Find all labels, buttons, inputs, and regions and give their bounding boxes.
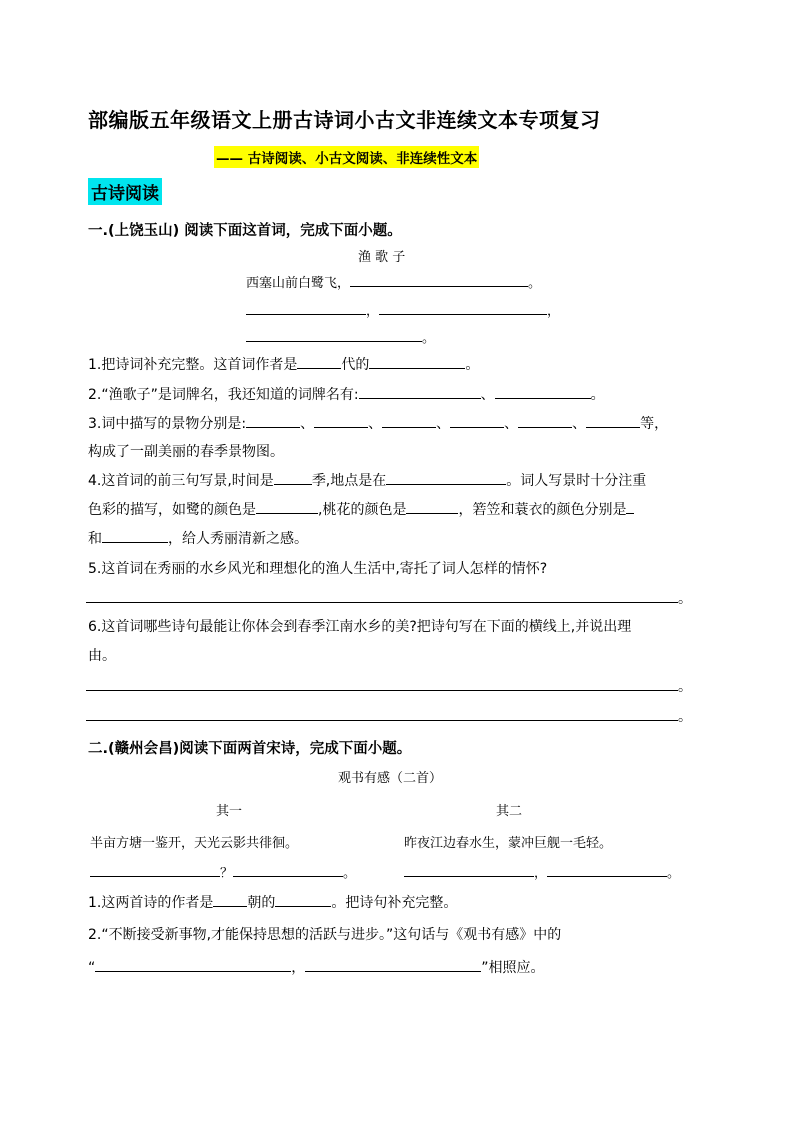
question-1-3 — [88, 413, 668, 433]
blank[interactable] — [495, 384, 591, 399]
blank[interactable] — [102, 528, 168, 543]
q-text: 季,地点是在 — [311, 473, 387, 489]
blank[interactable] — [274, 470, 312, 485]
page-title: 部编版五年级语文上册古诗词小古文非连续文本专项复习 — [88, 108, 601, 132]
punct: 、 — [436, 416, 451, 432]
blank[interactable] — [246, 300, 366, 315]
question-2-2-cont — [88, 957, 545, 977]
poem-first-line: 半亩方塘一鉴开，天光云影共徘徊。 — [90, 836, 299, 851]
q-text: 。词人写景时十分注重 — [506, 473, 647, 489]
poem-second-blank — [404, 862, 680, 881]
q-text: 代的 — [341, 357, 370, 373]
blank[interactable] — [547, 862, 667, 877]
punct: ， — [534, 866, 548, 881]
blank[interactable] — [369, 354, 465, 369]
blank[interactable] — [213, 892, 247, 907]
punct: 。 — [590, 387, 605, 403]
part2-poem-title: 观书有感（二首） — [338, 771, 443, 786]
question-1-4 — [88, 470, 646, 490]
q-text: ，给人秀丽清新之感。 — [168, 531, 308, 547]
punct: 、 — [480, 387, 495, 403]
blank[interactable] — [95, 957, 291, 972]
blank[interactable] — [404, 862, 534, 877]
q-text: 。把诗句补充完整。 — [331, 895, 458, 911]
blank[interactable] — [256, 499, 318, 514]
page-subtitle: —— 古诗阅读、小古文阅读、非连续性文本 — [214, 146, 479, 168]
question-2-1 — [88, 892, 457, 912]
poem-line-1-text: 西塞山前白鹭飞， — [246, 276, 351, 291]
section-label: 古诗阅读 — [88, 178, 162, 205]
poem-line-2 — [246, 300, 560, 319]
blank[interactable] — [297, 354, 341, 369]
q-text: 朝的 — [247, 895, 276, 911]
punct: 、 — [504, 416, 519, 432]
poem-second-label: 其二 — [496, 804, 523, 819]
blank[interactable] — [359, 384, 481, 399]
q-text: 和 — [88, 531, 102, 547]
punct: 、 — [572, 416, 587, 432]
blank[interactable] — [586, 413, 640, 428]
answer-line-end: 。 — [678, 679, 692, 695]
question-1-2 — [88, 384, 605, 404]
punct: “ — [88, 960, 96, 976]
blank[interactable] — [379, 300, 547, 315]
blank[interactable] — [233, 862, 343, 877]
punct: 。 — [343, 866, 357, 881]
part1-poem-title: 渔 歌 子 — [358, 250, 406, 265]
question-1-1 — [88, 354, 479, 374]
punct: 、 — [300, 416, 315, 432]
poem-first-blank — [90, 862, 356, 881]
blank[interactable] — [626, 499, 634, 514]
poem-line-1 — [246, 272, 541, 291]
question-2-2: 2.“不断接受新事物,才能保持思想的活跃与进步。”这句话与《观书有感》中的 — [88, 927, 562, 943]
q-text: 2.“渔歌子”是词牌名，我还知道的词牌名有: — [88, 387, 359, 403]
q-text: 1.这两首诗的作者是 — [88, 895, 214, 911]
punct: 。 — [528, 276, 542, 291]
punct: 、 — [368, 416, 383, 432]
blank[interactable] — [275, 892, 331, 907]
blank[interactable] — [90, 862, 220, 877]
answer-line[interactable] — [86, 720, 678, 721]
question-1-5: 5.这首词在秀丽的水乡风光和理想化的渔人生活中,寄托了词人怎样的情怀? — [88, 561, 548, 577]
blank[interactable] — [314, 413, 368, 428]
blank[interactable] — [246, 413, 300, 428]
blank[interactable] — [382, 413, 436, 428]
blank[interactable] — [305, 957, 481, 972]
question-1-3-cont: 构成了一副美丽的春季景物图。 — [88, 444, 284, 460]
poem-first-label: 其一 — [216, 804, 243, 819]
answer-line[interactable] — [86, 602, 678, 603]
answer-line[interactable] — [86, 690, 678, 691]
answer-line-end: 。 — [678, 591, 692, 607]
punct: ， — [291, 960, 306, 976]
poem-second-line: 昨夜江边春水生，蒙冲巨舰一毛轻。 — [404, 836, 613, 851]
part1-heading: 一.(上饶玉山) 阅读下面这首词，完成下面小题。 — [88, 223, 402, 239]
blank[interactable] — [386, 470, 506, 485]
poem-line-3 — [246, 327, 435, 346]
punct: 。 — [422, 331, 436, 346]
q-text: 3.词中描写的景物分别是: — [88, 416, 247, 432]
question-1-6-cont: 由。 — [88, 648, 116, 664]
question-1-6: 6.这首词哪些诗句最能让你体会到春季江南水乡的美?把诗句写在下面的横线上,并说出理 — [88, 619, 632, 635]
q-text: ，箬笠和蓑衣的颜色分别是 — [458, 502, 627, 518]
blank[interactable] — [450, 413, 504, 428]
question-1-4-end — [88, 528, 308, 548]
q-text: 1.把诗词补充完整。这首词作者是 — [88, 357, 298, 373]
part2-heading: 二.(赣州会昌)阅读下面两首宋诗，完成下面小题。 — [88, 741, 412, 757]
answer-line-end: 。 — [678, 709, 692, 725]
blank[interactable] — [350, 272, 528, 287]
punct: ？ — [220, 866, 234, 881]
q-text: 4.这首词的前三句写景,时间是 — [88, 473, 274, 489]
question-1-4-cont — [88, 499, 634, 519]
punct: ， — [547, 304, 561, 319]
q-text: ”相照应。 — [481, 960, 545, 976]
blank[interactable] — [406, 499, 458, 514]
q-text: ,桃花的颜色是 — [318, 502, 407, 518]
blank[interactable] — [518, 413, 572, 428]
q-text: 色彩的描写，如鹭的颜色是 — [88, 502, 256, 518]
punct: 。 — [465, 357, 480, 373]
blank[interactable] — [246, 327, 422, 342]
q-text: 等， — [640, 416, 669, 432]
punct: 。 — [667, 866, 681, 881]
punct: ， — [366, 304, 380, 319]
